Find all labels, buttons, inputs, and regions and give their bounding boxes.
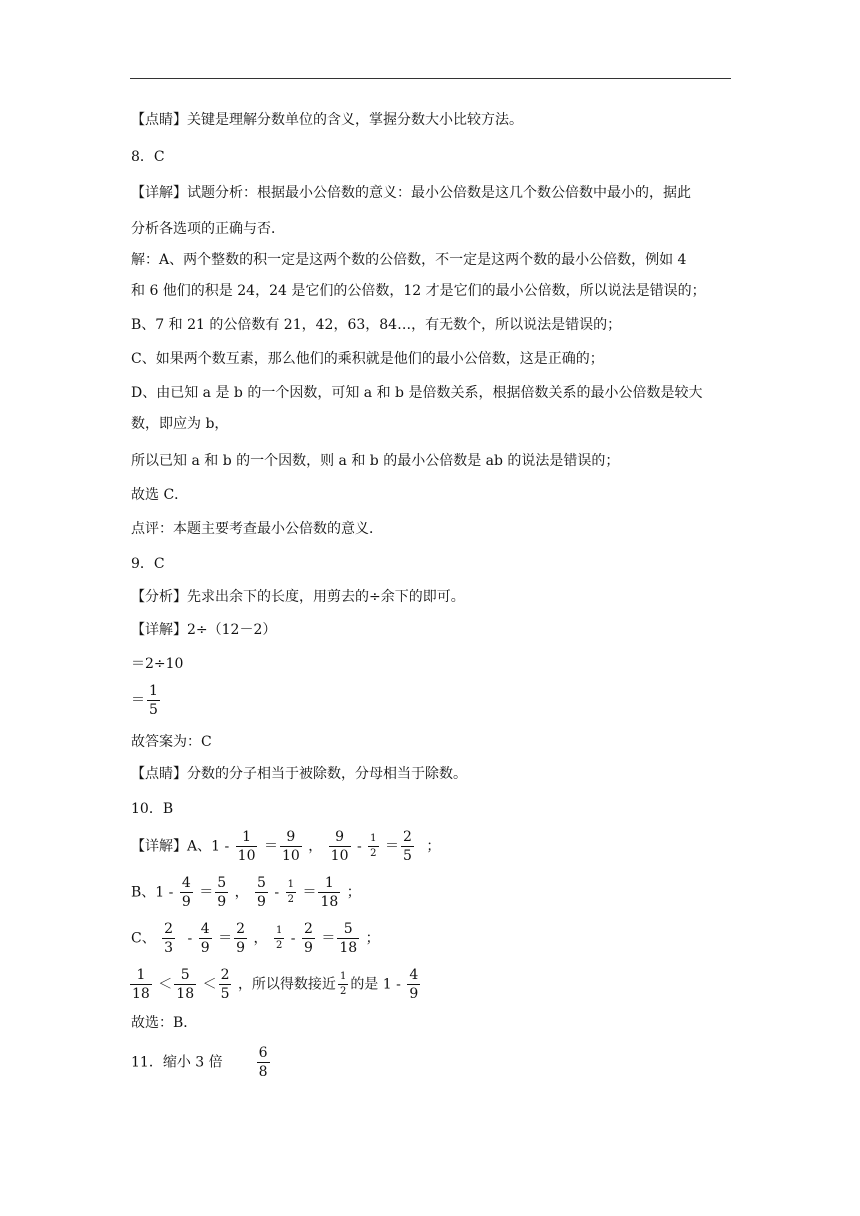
text-line: 和 6 他们的积是 24，24 是它们的公倍数，12 才是它们的最小公倍数，所以说法是错误的； bbox=[131, 283, 706, 299]
fraction: $\frac{5}{18}$ bbox=[176, 967, 195, 1002]
fraction: $\frac{9}{10}$ bbox=[281, 829, 300, 864]
text-line: 故选：B． bbox=[131, 1015, 198, 1031]
text-line: 【点睛】分数的分子相当于被除数，分母相当于除数。 bbox=[131, 766, 467, 782]
fraction: $\frac{1}{2}$ bbox=[275, 925, 283, 951]
text-line: 解：A、两个整数的积一定是这两个数的公倍数，不一定是这两个数的最小公倍数，例如 4 bbox=[131, 252, 687, 268]
text-line: 【分析】先求出余下的长度，用剪去的÷余下的即可。 bbox=[131, 589, 465, 605]
text-line: 【详解】试题分析：根据最小公倍数的意义：最小公倍数是这几个数公倍数中最小的，据此 bbox=[131, 185, 691, 201]
fraction: $\frac{2}{9}$ bbox=[236, 921, 246, 956]
fraction: $\frac{5}{9}$ bbox=[257, 875, 266, 910]
fraction: $\frac{1}{2}$ bbox=[370, 833, 377, 859]
fraction: $\frac{1}{18}$ bbox=[320, 875, 339, 910]
fraction: $\frac{2}{5}$ bbox=[220, 967, 230, 1002]
text-line: 【详解】2÷（12－2） bbox=[131, 622, 277, 638]
fraction: $\frac{1}{2}$ bbox=[287, 879, 294, 905]
fraction: $\frac{2}{3}$ bbox=[164, 921, 174, 956]
equation-line: C、 $\frac{2}{3}$ - $\frac{4}{9}$ ＝ $\frac{2}{9}$ ， $\frac{1}{2}$ - $\frac{2}{9}$ ＝ $\frac{5}{18}$ ； bbox=[131, 921, 380, 956]
fraction: $\frac{1}{5}$ bbox=[149, 683, 158, 718]
equation-line: 【详解】A、1 - $\frac{1}{10}$ ＝ $\frac{9}{10}$ ， $\frac{9}{10}$ - $\frac{1}{2}$ ＝ $\frac{2}{5}$ ； bbox=[131, 829, 441, 864]
fraction: $\frac{1}{2}$ bbox=[339, 971, 347, 997]
fraction: $\frac{4}{9}$ bbox=[181, 875, 191, 910]
fraction: $\frac{2}{5}$ bbox=[402, 829, 412, 864]
equation-line: B、1 - $\frac{4}{9}$ ＝ $\frac{5}{9}$ ， $\frac{5}{9}$ - $\frac{1}{2}$ ＝ $\frac{1}{18}$ ； bbox=[131, 875, 361, 910]
equation-line: ＝ $\frac{1}{5}$ bbox=[131, 683, 158, 718]
text-line: C、如果两个数互素，那么他们的乘积就是他们的最小公倍数，这是正确的； bbox=[131, 351, 604, 367]
fraction: $\frac{1}{18}$ bbox=[132, 967, 150, 1002]
text-line: D、由已知 a 是 b 的一个因数，可知 a 和 b 是倍数关系，根据倍数关系的最小公倍数是较大 bbox=[131, 385, 703, 401]
text-line: 数，即应为 b， bbox=[131, 416, 229, 432]
text-line: 故答案为：C bbox=[131, 734, 212, 750]
text-line: 点评：本题主要考查最小公倍数的意义． bbox=[131, 521, 383, 537]
fraction: $\frac{4}{9}$ bbox=[409, 967, 419, 1002]
fraction: $\frac{9}{10}$ bbox=[330, 829, 349, 864]
text-line: B、7 和 21 的公倍数有 21，42，63，84…，有无数个，所以说法是错误的； bbox=[131, 317, 622, 333]
equation-line: $\frac{1}{18}$ ＜ $\frac{5}{18}$ ＜ $\frac{2}{5}$ ，所以得数接近 $\frac{1}{2}$ 的是 1 - $\frac{4}{9}$ bbox=[132, 967, 419, 1002]
text-line: 分析各选项的正确与否． bbox=[131, 221, 285, 237]
question-number: 9．C bbox=[131, 556, 165, 572]
text-line: ＝2÷10 bbox=[131, 656, 184, 672]
fraction: $\frac{6}{8}$ bbox=[258, 1045, 268, 1080]
text-line: 【点睛】关键是理解分数单位的含义，掌握分数大小比较方法。 bbox=[131, 112, 523, 128]
fraction: $\frac{2}{9}$ bbox=[303, 921, 313, 956]
fraction: $\frac{5}{9}$ bbox=[217, 875, 227, 910]
question-number: 8．C bbox=[131, 149, 165, 165]
text-line: 故选 C． bbox=[131, 487, 189, 503]
fraction: $\frac{5}{18}$ bbox=[339, 921, 358, 956]
fraction: $\frac{4}{9}$ bbox=[200, 921, 210, 956]
fraction: $\frac{1}{10}$ bbox=[237, 829, 256, 864]
equation-line: 11．缩小 3 倍 $\frac{6}{8}$ bbox=[131, 1045, 268, 1080]
question-number: 10．B bbox=[131, 801, 174, 817]
text-line: 所以已知 a 和 b 的一个因数，则 a 和 b 的最小公倍数是 ab 的说法是错误的； bbox=[131, 453, 620, 469]
